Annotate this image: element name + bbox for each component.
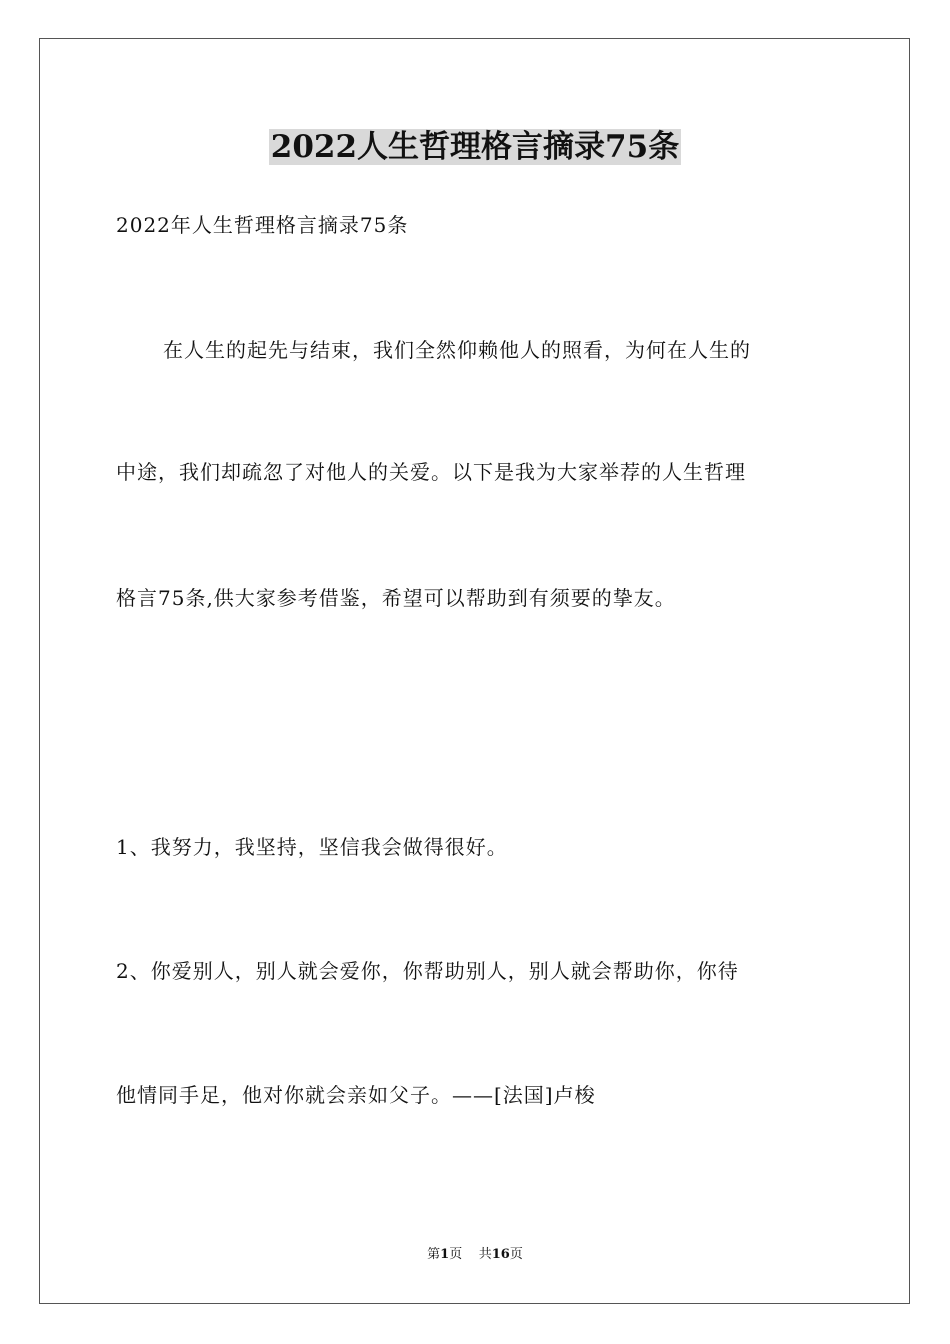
list-item-1: 1、我努力，我坚持，坚信我会做得很好。 (116, 835, 508, 859)
page-footer (0, 1246, 950, 1264)
document-subtitle: 2022年人生哲理格言摘录75条 (116, 213, 409, 237)
page-suffix: 页 (449, 1247, 463, 1262)
list-item-2: 2、你爱别人，别人就会爱你，你帮助别人，别人就会帮助你，你待 (116, 959, 739, 983)
intro-line-3: 格言75条,供大家参考借鉴，希望可以帮助到有须要的挚友。 (116, 586, 676, 610)
document-title-text: 2022人生哲理格言摘录75条 (270, 129, 680, 165)
intro-line-1: 在人生的起先与结束，我们全然仰赖他人的照看，为何在人生的 (163, 338, 751, 362)
document-title (0, 125, 950, 169)
intro-line-2: 中途，我们却疏忽了对他人的关爱。以下是我为大家举荐的人生哲理 (116, 460, 746, 484)
list-item-2-continued: 他情同手足，他对你就会亲如父子。——[法国]卢梭 (116, 1083, 596, 1107)
page-total: 16 (491, 1247, 510, 1262)
total-suffix: 页 (509, 1247, 523, 1262)
total-prefix: 共 (478, 1247, 492, 1262)
page-current: 1 (440, 1247, 450, 1262)
page-prefix: 第 (427, 1247, 441, 1262)
